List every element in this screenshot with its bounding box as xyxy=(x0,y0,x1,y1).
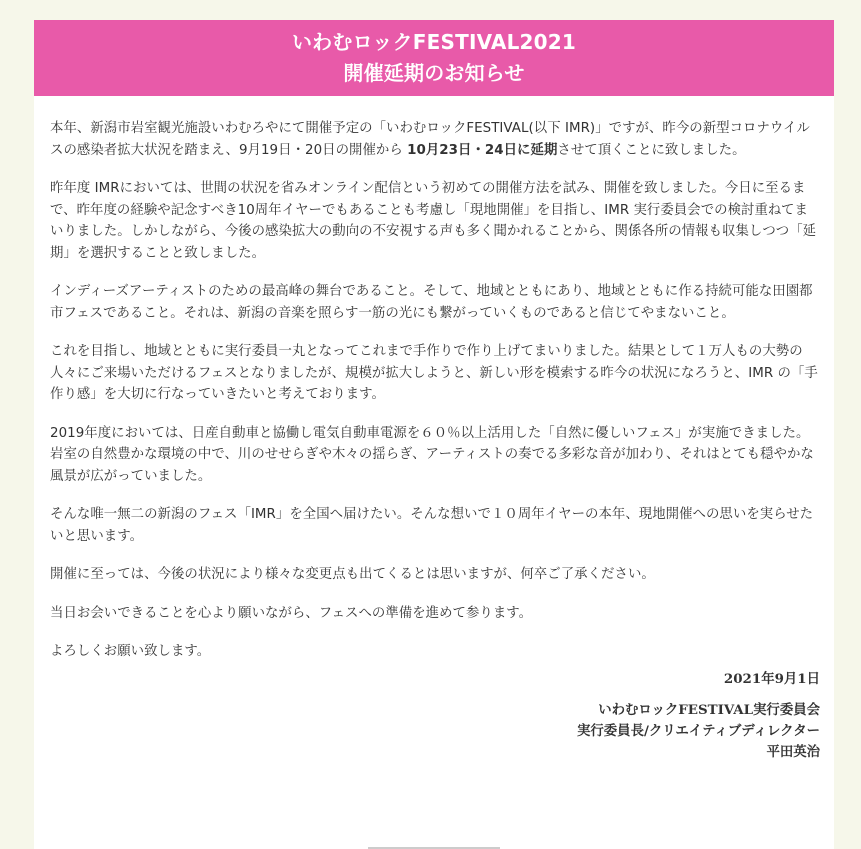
announcement-date: 2021年9月1日 xyxy=(723,670,820,687)
signature-organization: いわむロックFESTIVAL実行委員会 xyxy=(598,701,820,718)
paragraph-8: 当日お会いできることを心より願いながら、フェスへの準備を進めて参ります。 xyxy=(50,605,533,621)
postponed-date-emphasis: 10月23日・24日に延期 xyxy=(407,142,558,158)
paragraph-1-before: 本年、新潟市岩室観光施設いわむろやにて開催予定の「いわむロックFESTIVAL(以下 IMR)」ですが、昨今の新型コロナウイルスの感染者拡大状況を踏まえ、9月19日・20日の開催から xyxy=(50,121,810,158)
paragraph-1 xyxy=(50,118,820,161)
signature-role: 実行委員長/クリエイティブディレクター xyxy=(577,722,820,739)
paragraph-2: 昨年度 IMRにおいては、世間の状況を省みオンライン配信という初めての開催方法を試み、開催を致しました。今日に至るまで、昨年度の経験や記念すべき10周年イヤーでもあることも考慮し「現地開催」を目指し、IMR 実行委員会での検討重ねてまいりました。しかしながら、今後の感染拡大の動向の不安視する声も多く聞かれることから、関係各所の情報も収集しつつ「延期」を選択することと致しました。 xyxy=(50,181,817,261)
announcement-body xyxy=(34,96,834,763)
paragraph-9: よろしくお願い致します。 xyxy=(50,644,211,659)
paragraph-7: 開催に至っては、今後の状況により様々な変更点も出てくるとは思いますが、何卒ご了承ください。 xyxy=(50,567,655,582)
paragraph-5: 2019年度においては、日産自動車と協働し電気自動車電源を６０％以上活用した「自然に優しいフェス」が実施できました。岩室の自然豊かな環境の中で、川のせせらぎや木々の揺らぎ、アーティストの奏でる多彩な音が加わり、それはとても穏やかな風景が広がっていました。 xyxy=(50,425,814,484)
signature-name: 平田英治 xyxy=(766,743,820,760)
paragraph-1-after: させて頂くことに致しました。 xyxy=(557,142,746,158)
announcement-card xyxy=(34,20,834,849)
announcement-header xyxy=(34,20,834,96)
paragraph-6: そんな唯一無二の新潟のフェス「IMR」を全国へ届けたい。そんな想いで１０周年イヤーの本年、現地開催への思いを実らせたいと思います。 xyxy=(50,507,814,544)
signature-block xyxy=(50,669,820,763)
header-title-line2: 開催延期のお知らせ xyxy=(343,61,525,85)
header-title-line1: いわむロックFESTIVAL2021 xyxy=(291,30,577,54)
paragraph-3: インディーズアーティストのための最高峰の舞台であること。そして、地域とともにあり、地域とともに作る持続可能な田園都市フェスであること。それは、新潟の音楽を照らす一筋の光にも繋がっていくものであると信じてやまないこと。 xyxy=(50,284,813,321)
paragraph-4: これを目指し、地域とともに実行委員一丸となってこれまで手作りで作り上げてまいりました。結果として１万人もの大勢の人々にご来場いただけるフェスとなりましたが、規模が拡大しようと、新しい形を模索する昨今の状況になろうと、IMR の「手作り感」を大切に行なっていきたいと考えております。 xyxy=(50,344,818,402)
